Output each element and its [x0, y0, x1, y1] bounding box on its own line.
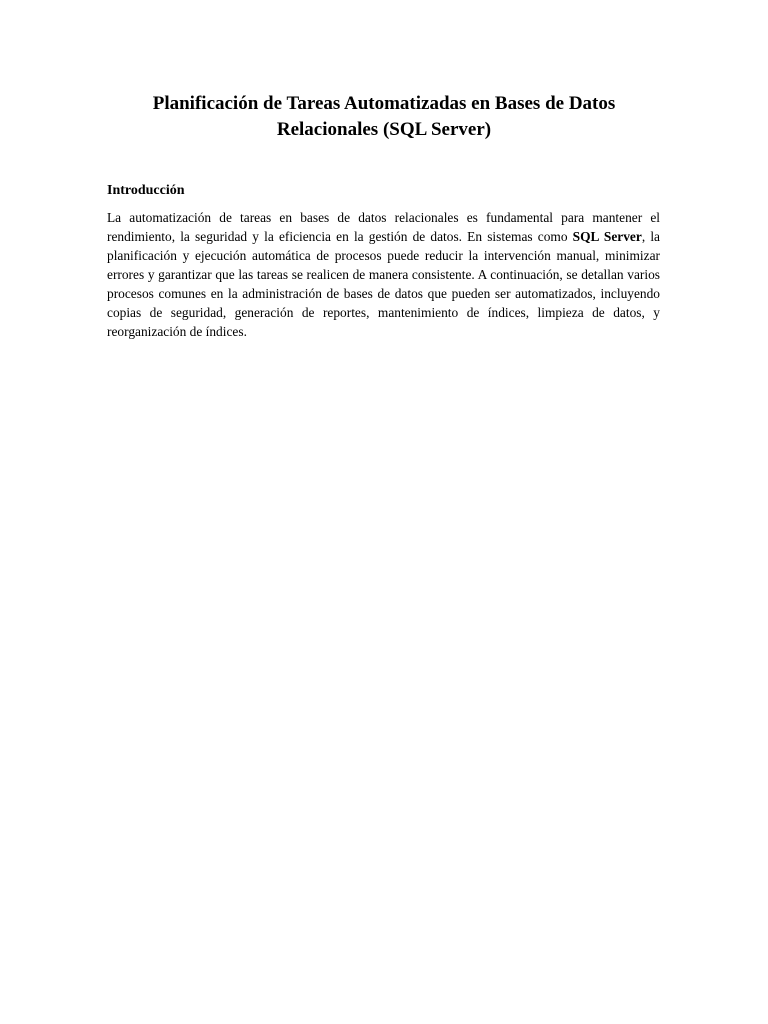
document-title-line-1: Planificación de Tareas Automatizadas en Bases de Datos: [152, 93, 616, 114]
intro-paragraph-part-1: La automatización de tareas en bases de datos relacionales es fundamental para mantener el rendimiento, la seguridad y la eficiencia en la gestión de datos. En sistemas como: [107, 210, 660, 244]
intro-paragraph-emphasis: SQL Server: [572, 229, 642, 244]
intro-paragraph-part-2: , la planificación y ejecución automática de procesos puede reducir la intervención manual, minimizar errores y garantizar que las tareas se realicen de manera consistente. A continuación, se detallan varios procesos comunes en la administración de bases de datos que pueden ser automatizados, incluyendo copias de seguridad, generación de reportes, mantenimiento de índices, limpieza de datos, y reorganización de índices.: [107, 229, 660, 339]
document-title: [107, 91, 661, 143]
section-heading-introduccion: Introducción: [107, 183, 185, 198]
document-title-line-2: Relacionales (SQL Server): [276, 119, 492, 140]
intro-paragraph: [107, 208, 660, 341]
